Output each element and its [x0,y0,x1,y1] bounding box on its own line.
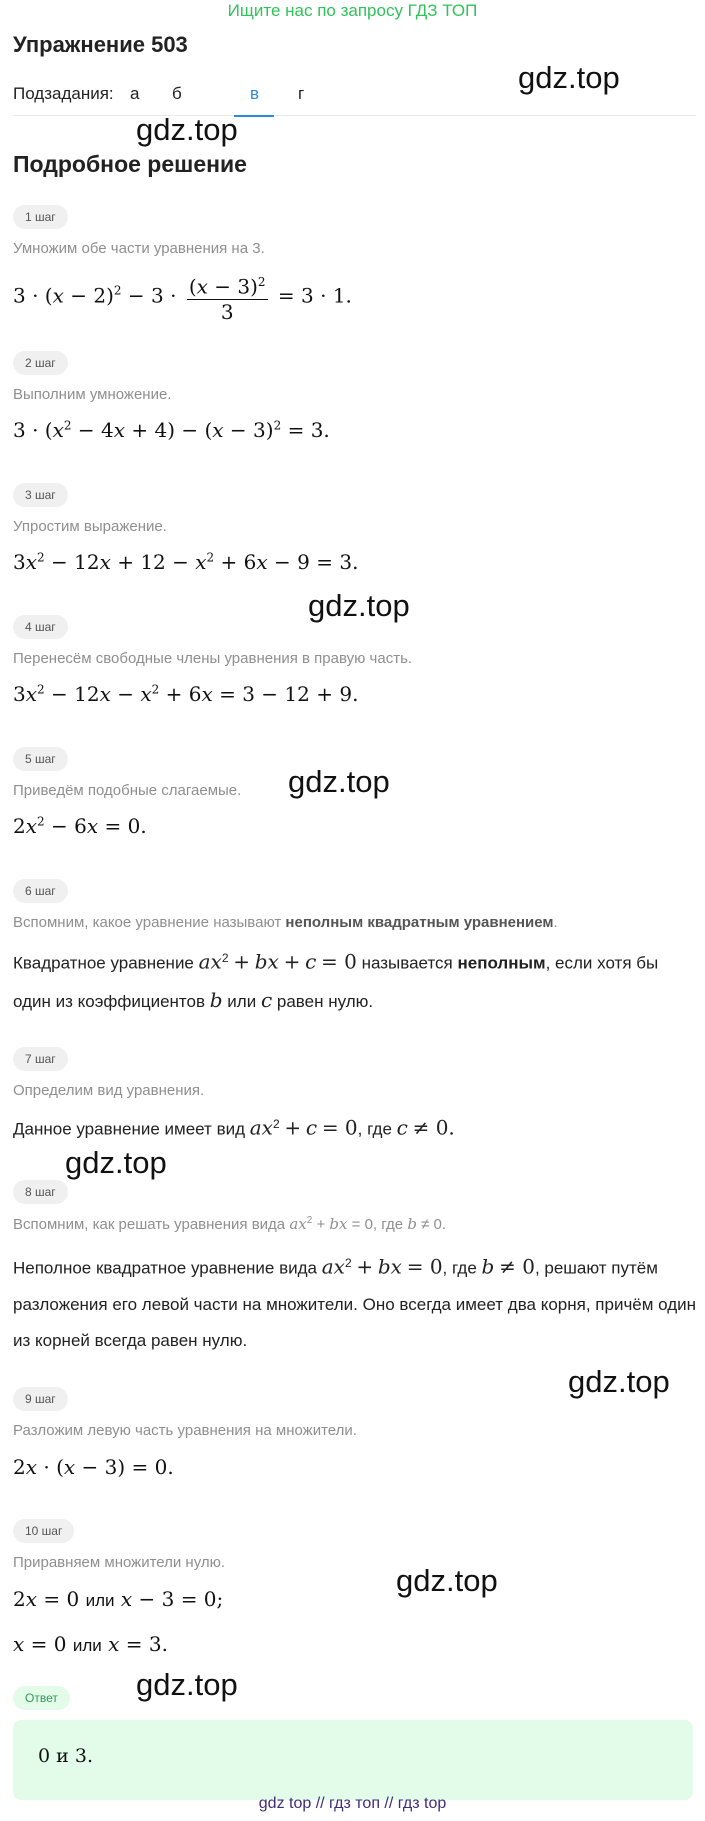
step-badge: 10 шаг [13,1519,74,1543]
subtask-tab-b[interactable]: б [172,84,182,103]
watermark: gdz.top [568,1364,670,1399]
exercise-title: Упражнение 503 [13,32,188,57]
step-hint: Выполним умножение. [13,386,172,403]
step-3-equation: $3x^2 - 12x + 12 - x^2 + 6x - 9 = 3$. [13,550,359,574]
step-badge: 8 шаг [13,1180,68,1204]
subtask-tab-v[interactable]: в [250,84,260,103]
step-6-text: Квадратное уравнение $ax^2$ + bx + c = 0 называется неполным, если хотя бы один из коэффициентов b или c равен нулю. [13,949,659,1012]
step-badge: 3 шаг [13,483,68,507]
answer-text: 0 и 3. [38,1745,93,1767]
step-hint: Приведём подобные слагаемые. [13,782,242,799]
answer-badge: Ответ [13,1686,70,1710]
step-badge: 4 шаг [13,615,68,639]
step-2-equation: $3 \cdot (x^2 - 4x + 4) - (x - 3)^2 = 3$. [13,418,330,442]
step-hint: Умножим обе части уравнения на 3. [13,240,265,257]
step-hint: Определим вид уравнения. [13,1082,205,1099]
watermark: gdz.top [396,1563,498,1598]
watermark: gdz.top [308,588,410,623]
watermark: gdz.top [518,60,620,95]
watermark: gdz.top [136,112,238,147]
step-9-equation: 2x · (x − 3) = 0. [13,1455,174,1479]
step-badge: 9 шаг [13,1387,68,1411]
solution-title: Подробное решение [13,151,247,177]
step-badge: 7 шаг [13,1047,68,1071]
answer-box [13,1720,693,1800]
watermark: gdz.top [65,1145,167,1180]
step-10-equation-b: x = 0 или x = 3. [13,1632,168,1656]
step-badge: 1 шаг [13,205,68,229]
step-hint: Вспомним, как решать уравнения вида $ax^2$ + bx = 0, где b ≠ 0. [13,1215,446,1233]
step-hint: Упростим выражение. [13,518,167,535]
subtasks-divider [13,115,696,116]
step-5-equation: $2x^2 - 6x = 0$. [13,814,147,838]
subtask-tab-g[interactable]: г [298,84,305,103]
subtasks-label: Подзадания: [13,84,114,103]
step-hint: Приравняем множители нулю. [13,1554,226,1571]
step-hint: Вспомним, какое уравнение называют неполным квадратным уравнением. [13,914,558,931]
active-tab-indicator [234,115,274,117]
step-hint: Перенесём свободные члены уравнения в правую часть. [13,650,413,667]
search-banner[interactable]: Ищите нас по запросу ГДЗ ТОП [227,1,478,20]
subtask-tab-a[interactable]: а [130,84,140,103]
step-badge: 5 шаг [13,747,68,771]
footer-links[interactable]: gdz top // гдз топ // гдз top [258,1795,447,1812]
step-8-text: Неполное квадратное уравнение вида $ax^2$ + bx = 0, где b ≠ 0, решают путём разложения его левой части на множители. Оно всегда имеет два корня, причём один из корней всегда равен нулю. [13,1254,697,1350]
watermark: gdz.top [288,764,390,799]
step-7-text: Данное уравнение имеет вид $ax^2 + c = 0$, где c ≠ 0. [13,1115,455,1140]
watermark: gdz.top [136,1667,238,1702]
step-badge: 2 шаг [13,351,68,375]
step-badge: 6 шаг [13,879,68,903]
step-1-equation: $3 \cdot (x - 2)^2 - 3$ · $\frac{(x - 3)^2}{3}$ = 3 · 1. [13,270,352,324]
step-10-equation-a: 2x = 0 или x − 3 = 0; [13,1587,224,1611]
step-hint: Разложим левую часть уравнения на множители. [13,1422,357,1439]
step-4-equation: $3x^2 - 12x - x^2 + 6x = 3 - 12 + 9$. [13,682,359,706]
